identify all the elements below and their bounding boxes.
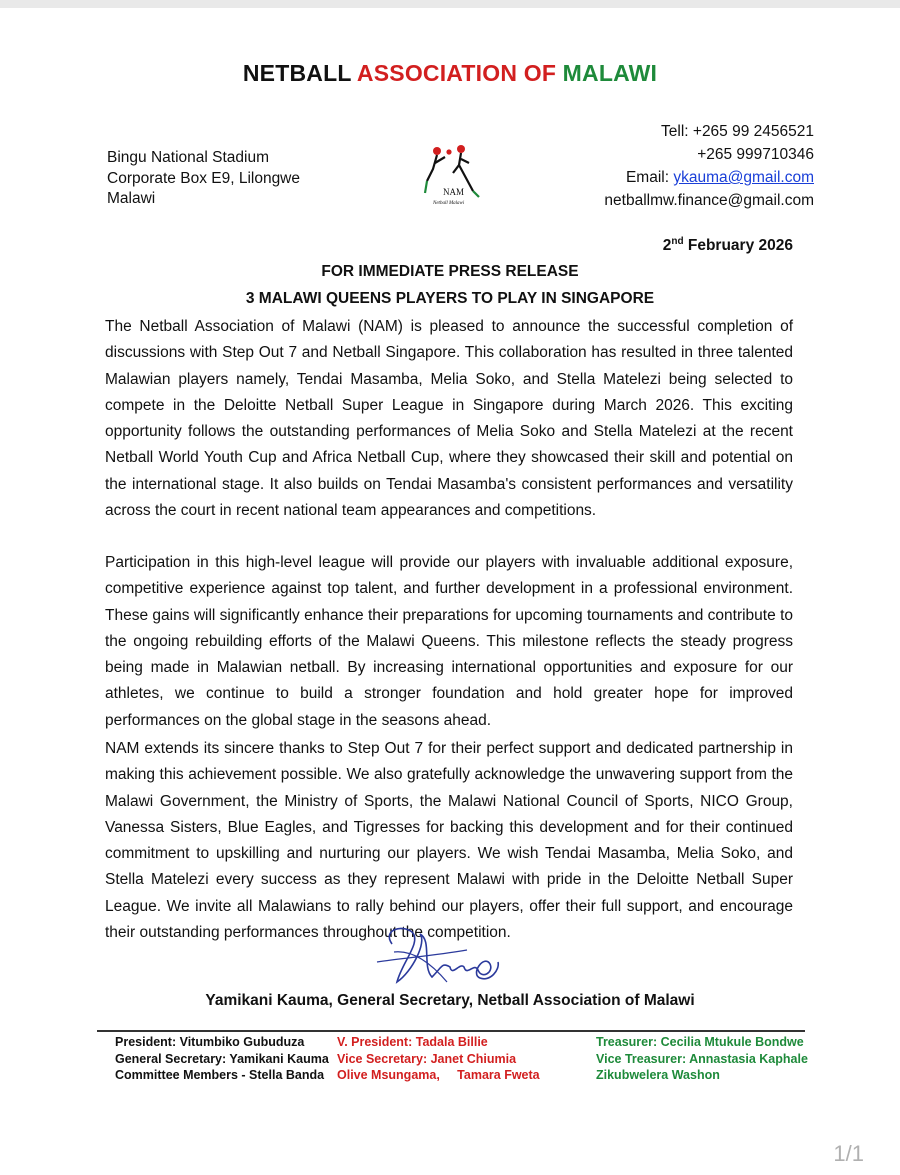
date-suffix: nd — [671, 236, 684, 247]
officer-committee-members-2: Olive Msungama, Tamara Fweta — [337, 1068, 540, 1082]
officer-vice-treasurer: Vice Treasurer: Annastasia Kaphale — [596, 1051, 808, 1066]
officer-committee-members-3: Zikubwelera Washon — [596, 1068, 720, 1082]
date-day: 2 — [662, 237, 672, 255]
address-line-2: Corporate Box E9, Lilongwe — [107, 169, 301, 187]
officers-column-1 — [115, 1034, 329, 1084]
body-paragraph-1: The Netball Association of Malawi (NAM) is pleased to announce the successful completion of discussions with Step Out 7 and Netball Singapore. This collaboration has resulted in three talented Malawian players namely, Tendai Masamba, Melia Soko, and Stella Matelezi being selected to compete in the Deloitte Netball Super League in Singapore during March 2026. This exciting opportunity follows the outstanding performances of Melia Soko and Stella Matelezi at the recent Netball World Youth Cup and Africa Netball Cup, where they showcased their skill and potential on the international stage. It also builds on Tendai Masamba's consistent performances and versatility across the court in recent national team appearances and competitions. — [105, 318, 793, 520]
officer-vice-secretary: Vice Secretary: Janet Chiumia — [337, 1051, 517, 1066]
telephone-2: +265 999710346 — [697, 146, 814, 163]
body-paragraph-3: NAM extends its sincere thanks to Step Out 7 for their perfect support and dedicated partnership in making this achievement possible. We also gratefully acknowledge the unwavering support from the Malawi Government, the Ministry of Sports, the Malawi National Council of Sports, NICO Group, Vanessa Sisters, Blue Eagles, and Tigresses for backing this development and for their continued commitment to upskilling and nurturing our players. We wish Tendai Masamba, Melia Soko, and Stella Matelezi every success as they represent Malawi with pride in the Deloitte Netball Super League. We invite all Malawians to rally behind our players, offer their full support, and encourage their outstanding performances throughout the competition. — [105, 740, 793, 942]
viewer-top-bar — [0, 0, 900, 8]
officer-general-secretary: General Secretary: Yamikani Kauma — [115, 1051, 329, 1066]
email-link[interactable]: ykauma@gmail.com — [673, 169, 814, 186]
finance-email: netballmw.finance@gmail.com — [604, 192, 814, 209]
letterhead-title — [0, 60, 900, 87]
headline: 3 MALAWI QUEENS PLAYERS TO PLAY IN SINGAPORE — [245, 290, 655, 307]
officers-column-2 — [337, 1034, 540, 1084]
officers-column-3 — [596, 1034, 808, 1084]
email-label: Email: — [625, 169, 670, 186]
footer-divider — [97, 1030, 805, 1032]
officer-vice-president: V. President: Tadala Billie — [337, 1035, 488, 1049]
address-line-3: Malawi — [107, 190, 156, 207]
postal-address — [107, 148, 300, 210]
title-association-of: ASSOCIATION OF — [356, 60, 557, 86]
officer-committee-members: Committee Members - Stella Banda — [115, 1068, 325, 1082]
page-indicator: 1/1 — [833, 1141, 864, 1166]
email-line — [604, 166, 814, 189]
title-netball: NETBALL — [242, 60, 352, 86]
logo-text: NAM — [443, 187, 465, 197]
telephone-1: Tell: +265 99 2456521 — [661, 123, 814, 140]
contact-block — [604, 120, 814, 212]
address-line-1: Bingu National Stadium — [107, 149, 269, 166]
press-release-label: FOR IMMEDIATE PRESS RELEASE — [321, 263, 579, 280]
officer-treasurer: Treasurer: Cecilia Mtukule Bondwe — [596, 1035, 804, 1049]
handwritten-signature — [372, 922, 507, 994]
signatory-line: Yamikani Kauma, General Secretary, Netball Association of Malawi — [205, 992, 695, 1009]
officer-president: President: Vitumbiko Gubuduza — [115, 1035, 305, 1049]
release-date — [663, 236, 793, 255]
body-paragraph-2: Participation in this high-level league will provide our players with invaluable additional exposure, competitive experience against top talent, and further development in a professional environment. These gains will significantly enhance their preparations for upcoming tournaments and contribute to the ongoing rebuilding efforts of the Malawi Queens. This milestone reflects the steady progress being made in Malawian netball. By increasing international opportunities and exposure for our athletes, we continue to build a stronger foundation and hold greater hope for improved performances on the global stage in the seasons ahead. — [105, 554, 793, 729]
date-month-year: February 2026 — [683, 237, 793, 255]
nam-logo — [415, 143, 490, 208]
title-malawi: MALAWI — [562, 60, 658, 86]
logo-subtext: Netball Malawi — [433, 201, 465, 206]
